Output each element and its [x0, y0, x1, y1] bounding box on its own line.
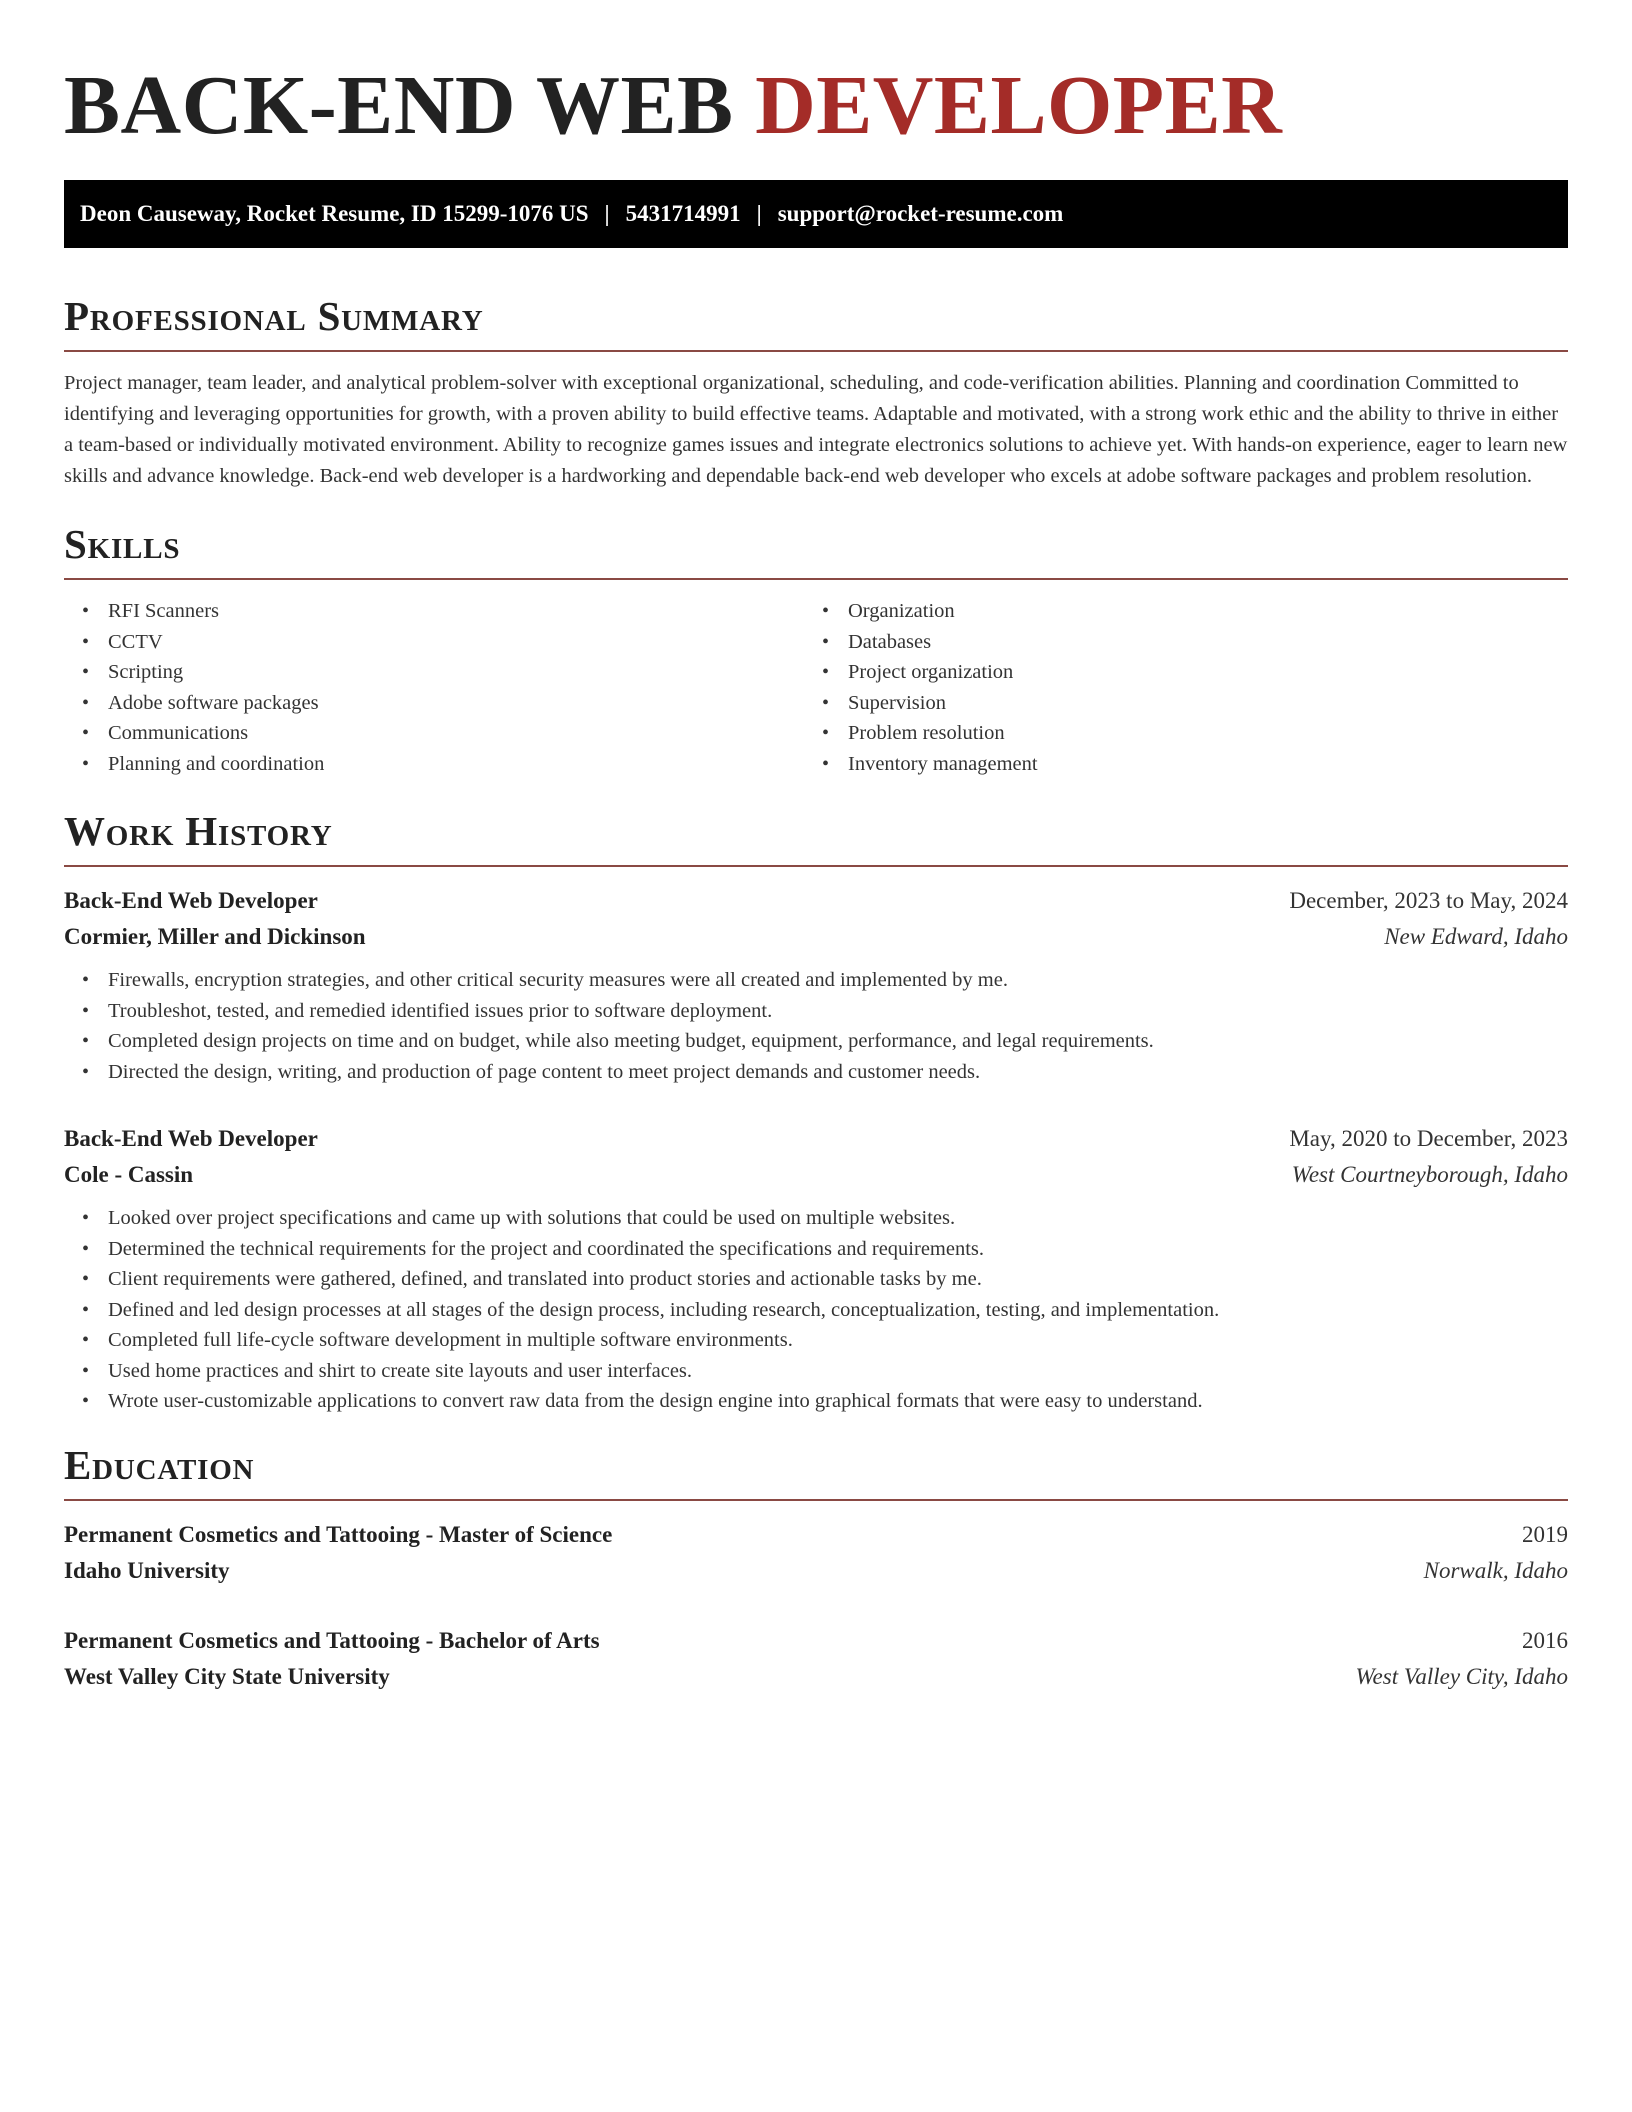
skills-column-right	[804, 596, 1544, 779]
skill-item: • Databases	[804, 627, 1544, 658]
job-bullets	[64, 1203, 1568, 1417]
skill-item: • Inventory management	[804, 749, 1544, 780]
work-history-heading: Work History	[64, 807, 1568, 867]
resume-page	[64, 0, 1568, 1695]
education-school: West Valley City State University	[64, 1663, 390, 1689]
job-title: Back-End Web Developer	[64, 1126, 318, 1151]
education-degree: Permanent Cosmetics and Tattooing - Bachelor of Arts	[64, 1627, 600, 1653]
job-bullet: • Used home practices and shirt to create site layouts and user interfaces.	[64, 1356, 1568, 1387]
skills-list	[64, 596, 1568, 779]
skill-item: • CCTV	[64, 627, 804, 658]
education-school-row	[64, 1659, 1568, 1695]
job-bullet: • Client requirements were gathered, defined, and translated into product stories and actionable tasks by me.	[64, 1264, 1568, 1295]
job-bullet: • Completed design projects on time and on budget, while also meeting budget, equipment, performance, and legal requirements.	[64, 1026, 1568, 1057]
skill-item: • Supervision	[804, 688, 1544, 719]
skill-item: • Project organization	[804, 657, 1544, 688]
skill-item: • Adobe software packages	[64, 688, 804, 719]
skill-item: • RFI Scanners	[64, 596, 804, 627]
job-company: Cormier, Miller and Dickinson	[64, 924, 366, 949]
education-year: 2016	[1522, 1627, 1568, 1653]
job-dates: December, 2023 to May, 2024	[1289, 888, 1568, 913]
skills-heading: Skills	[64, 520, 1568, 580]
contact-separator: |	[756, 201, 762, 226]
contact-email[interactable]: support@rocket-resume.com	[777, 201, 1064, 226]
job-bullet: • Troubleshot, tested, and remedied identified issues prior to software deployment.	[64, 996, 1568, 1027]
resume-title	[64, 60, 1568, 152]
skill-item: • Planning and coordination	[64, 749, 804, 780]
job-header-row	[64, 1121, 1568, 1157]
job-bullet: • Determined the technical requirements for the project and coordinated the specifications and requirements.	[64, 1234, 1568, 1265]
job-company-row	[64, 1157, 1568, 1193]
job-bullet: • Completed full life-cycle software development in multiple software environments.	[64, 1325, 1568, 1356]
job-bullet: • Directed the design, writing, and production of page content to meet project demands and customer needs.	[64, 1057, 1568, 1088]
education-school: Idaho University	[64, 1557, 230, 1583]
contact-phone[interactable]: 5431714991	[625, 201, 741, 226]
title-accent: DEVELOPER	[755, 59, 1283, 152]
skill-item: • Communications	[64, 718, 804, 749]
skill-item: • Organization	[804, 596, 1544, 627]
education-heading: Education	[64, 1441, 1568, 1501]
education-location: West Valley City, Idaho	[1355, 1663, 1568, 1689]
summary-heading: Professional Summary	[64, 292, 1568, 352]
skill-item: • Scripting	[64, 657, 804, 688]
contact-address: Deon Causeway, Rocket Resume, ID 15299-1076 US	[80, 201, 589, 226]
job-header-row	[64, 883, 1568, 919]
education-entry	[64, 1517, 1568, 1589]
education-year: 2019	[1522, 1521, 1568, 1547]
education-degree-row	[64, 1517, 1568, 1553]
title-main: BACK-END WEB	[64, 59, 734, 152]
education-location: Norwalk, Idaho	[1423, 1557, 1568, 1583]
job-company: Cole - Cassin	[64, 1162, 194, 1187]
education-degree-row	[64, 1623, 1568, 1659]
job-bullets	[64, 965, 1568, 1087]
job-bullet: • Defined and led design processes at all stages of the design process, including research, conceptualization, testing, and implementation.	[64, 1295, 1568, 1326]
contact-bar	[64, 180, 1568, 248]
job-location: New Edward, Idaho	[1384, 924, 1568, 949]
job-company-row	[64, 919, 1568, 955]
summary-text: Project manager, team leader, and analytical problem-solver with exceptional organizational, scheduling, and code-verification abilities. Planning and coordination Committed to identifying and leveraging opportunities for growth, with a proven ability to build effective teams. Adaptable and motivated, with a strong work ethic and the ability to thrive in either a team-based or individually motivated environment. Ability to recognize games issues and integrate electronics solutions to achieve yet. With hands-on experience, eager to learn new skills and advance knowledge. Back-end web developer is a hardworking and dependable back-end web developer who excels at adobe software packages and problem resolution.	[64, 372, 1568, 487]
job-location: West Courtneyborough, Idaho	[1291, 1162, 1568, 1187]
skills-column-left	[64, 596, 804, 779]
job-entry	[64, 1121, 1568, 1417]
education-school-row	[64, 1553, 1568, 1589]
job-bullet: • Wrote user-customizable applications to convert raw data from the design engine into graphical formats that were easy to understand.	[64, 1386, 1568, 1417]
education-degree: Permanent Cosmetics and Tattooing - Master of Science	[64, 1521, 613, 1547]
education-entry	[64, 1623, 1568, 1695]
job-bullet: • Firewalls, encryption strategies, and other critical security measures were all created and implemented by me.	[64, 965, 1568, 996]
job-bullet: • Looked over project specifications and came up with solutions that could be used on multiple websites.	[64, 1203, 1568, 1234]
job-title: Back-End Web Developer	[64, 888, 318, 913]
skill-item: • Problem resolution	[804, 718, 1544, 749]
job-dates: May, 2020 to December, 2023	[1289, 1126, 1568, 1151]
contact-separator: |	[604, 201, 610, 226]
job-entry	[64, 883, 1568, 1087]
